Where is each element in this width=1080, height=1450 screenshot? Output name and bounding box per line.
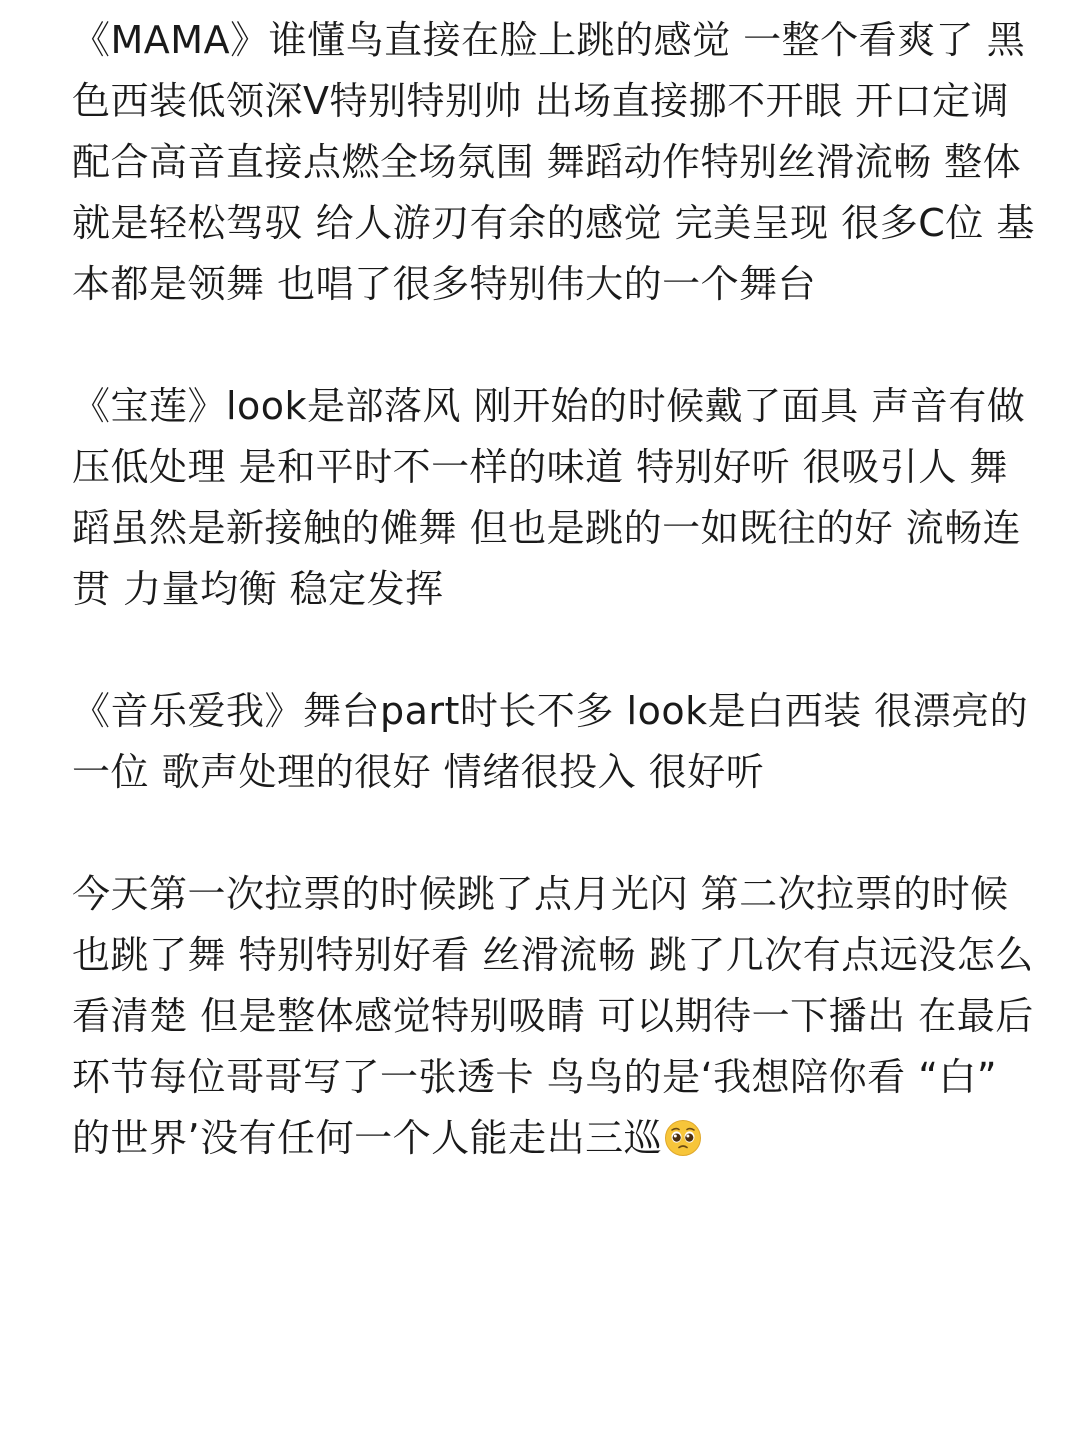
paragraph-text: 今天第一次拉票的时候跳了点月光闪 第二次拉票的时候也跳了舞 特别特别好看 丝滑流畅 跳了几次有点远没怎么看清楚 但是整体感觉特别吸睛 可以期待一下播出 在最后环节每位哥哥写了一张透卡 鸟鸟的是‘我想陪你看 “白” 的世界’没有任何一个人能走出三巡 (72, 872, 1034, 1160)
paragraph-baolian (72, 376, 1037, 620)
pleading-face-icon (664, 1114, 702, 1175)
post-body (72, 10, 1037, 1175)
paragraph-text: 《音乐爱我》舞台part时长不多 look是白西装 很漂亮的一位 歌声处理的很好 情绪很投入 很好听 (72, 689, 1029, 794)
paragraph-music-loves-me (72, 681, 1037, 803)
paragraph-mama (72, 10, 1037, 315)
paragraph-text: 《宝莲》look是部落风 刚开始的时候戴了面具 声音有做压低处理 是和平时不一样的味道 特别好听 很吸引人 舞蹈虽然是新接触的傩舞 但也是跳的一如既往的好 流畅连贯 力量均衡 稳定发挥 (72, 384, 1026, 611)
paragraph-canvassing (72, 864, 1037, 1175)
paragraph-text: 《MAMA》谁懂鸟直接在脸上跳的感觉 一整个看爽了 黑色西装低领深V特别特别帅 出场直接挪不开眼 开口定调配合高音直接点燃全场氛围 舞蹈动作特别丝滑流畅 整体就是轻松驾驭 给人游刃有余的感觉 完美呈现 很多C位 基本都是领舞 也唱了很多特别伟大的一个舞台 (72, 18, 1035, 306)
